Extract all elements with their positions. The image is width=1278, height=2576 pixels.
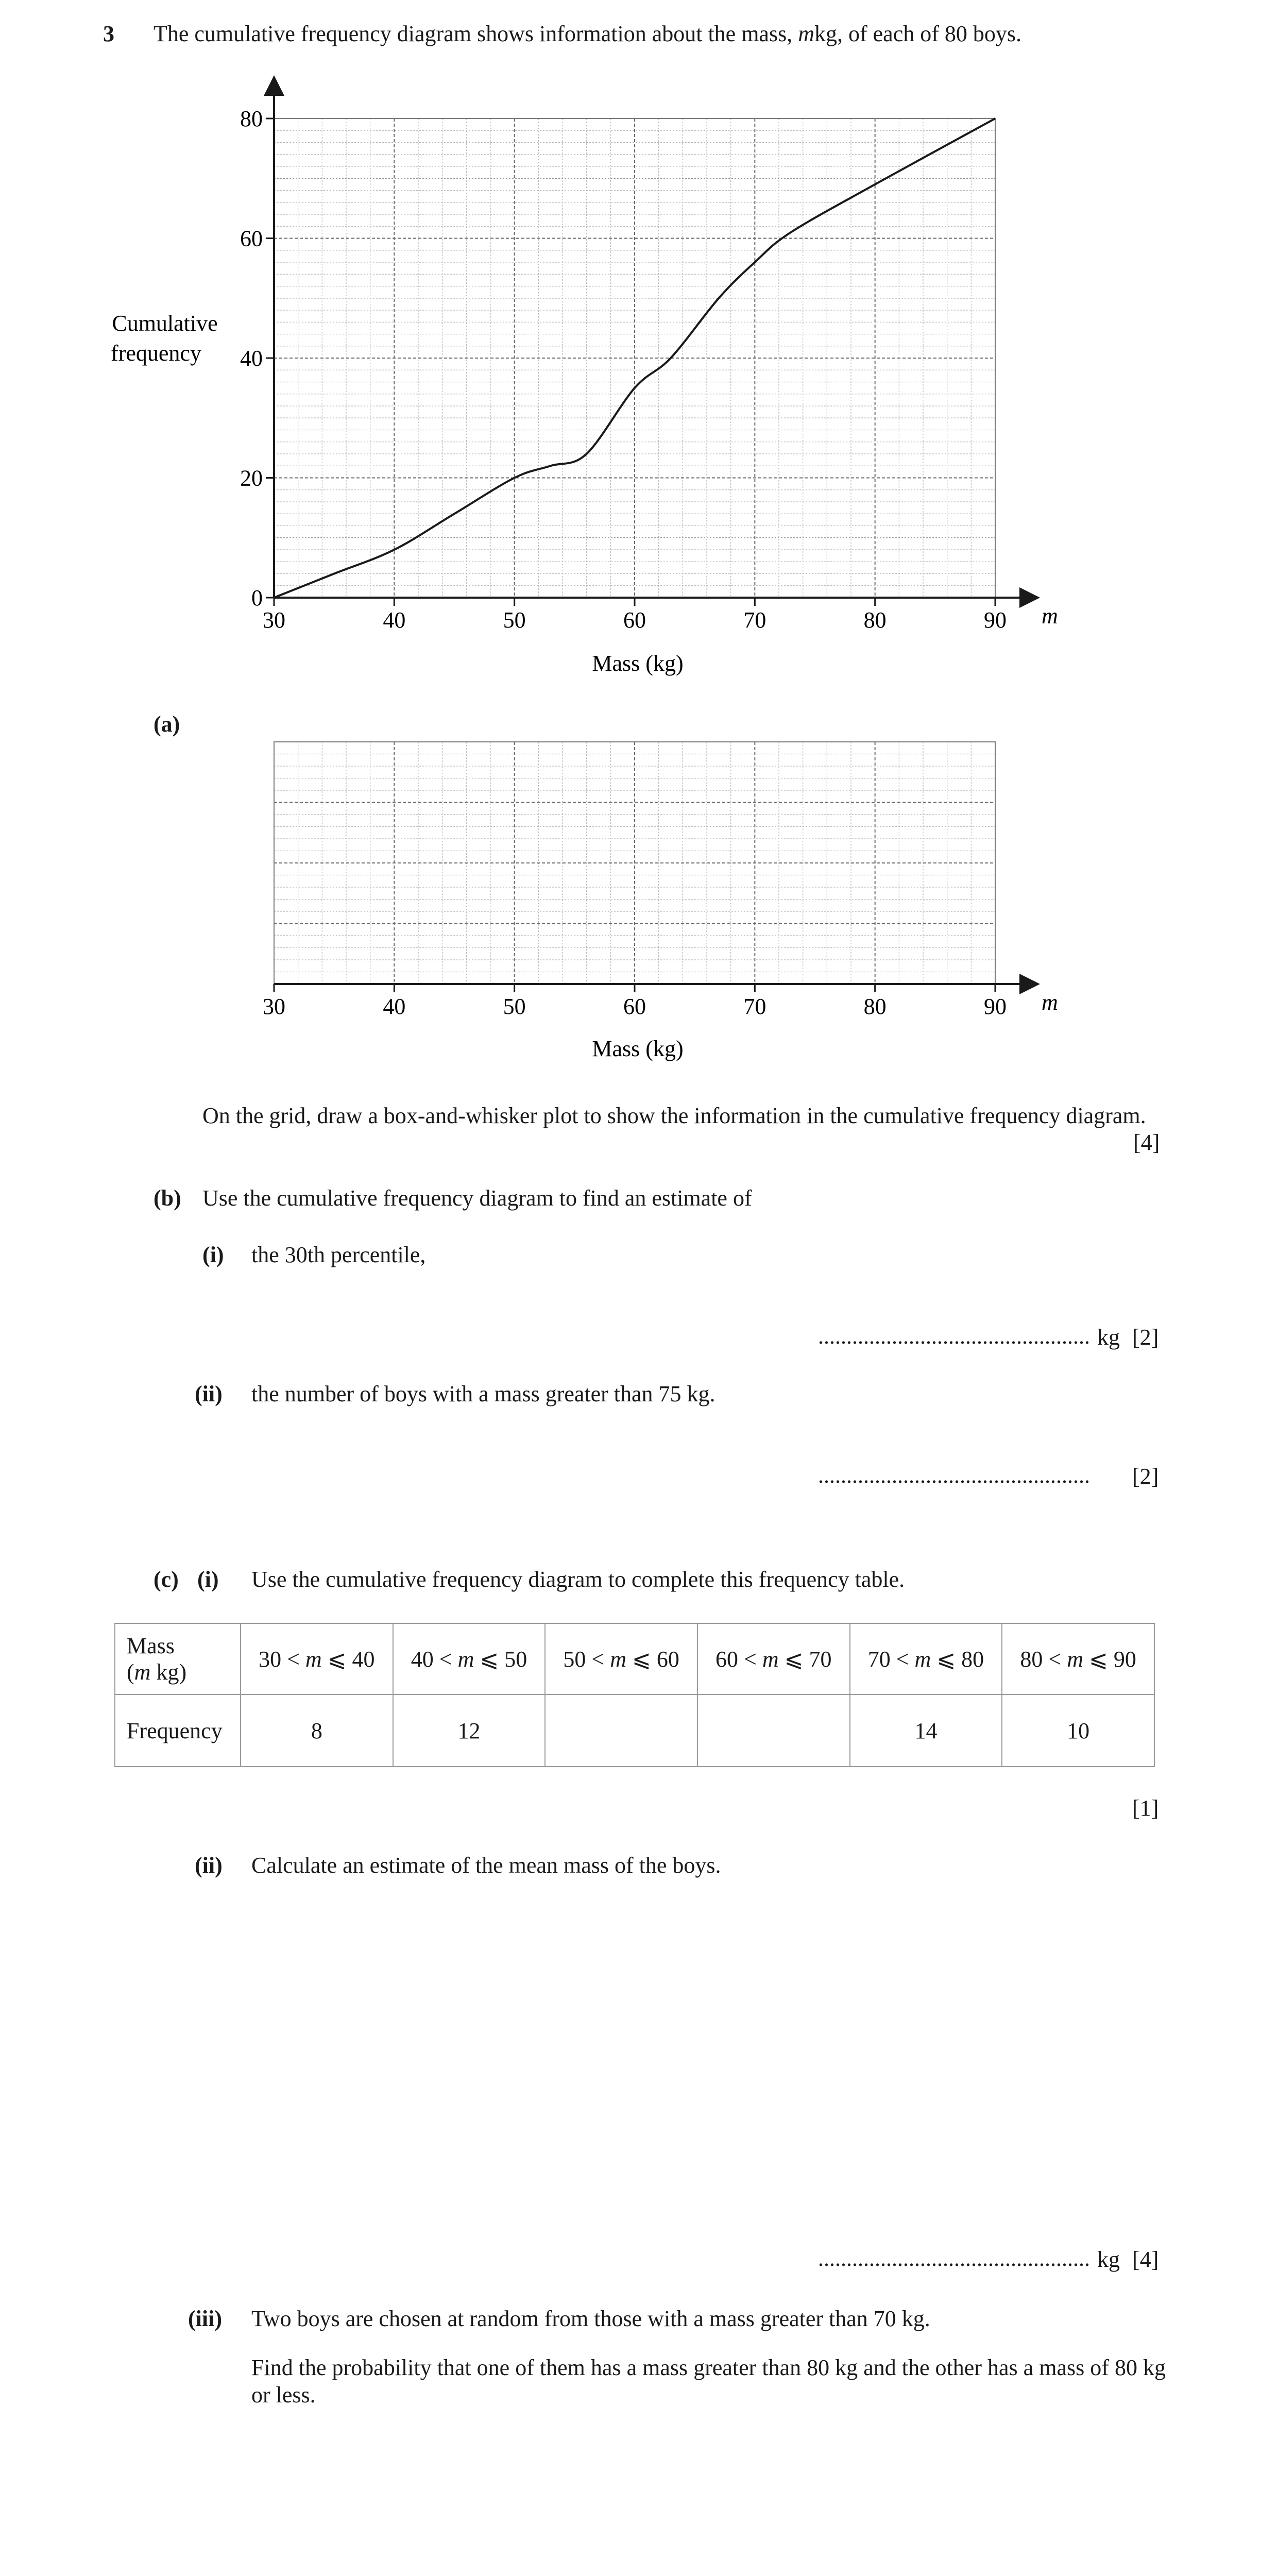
x-tick-label: 50 bbox=[503, 994, 526, 1019]
part-b-i-text: the 30th percentile, bbox=[251, 1242, 426, 1267]
y-tick-label: 60 bbox=[240, 226, 263, 251]
x-tick-label: 70 bbox=[743, 607, 766, 633]
answer-line-c-ii[interactable]: ................................................ bbox=[818, 2246, 1090, 2271]
x-tick-label: 30 bbox=[263, 994, 285, 1019]
part-c-ii-text: Calculate an estimate of the mean mass of the boys. bbox=[251, 1853, 721, 1878]
y-tick-label: 0 bbox=[251, 585, 263, 611]
part-b-i-unit: kg bbox=[1097, 1325, 1120, 1350]
part-a-label: (a) bbox=[154, 711, 180, 737]
part-c-ii-unit: kg bbox=[1097, 2247, 1120, 2272]
answer-line-b-ii[interactable]: ................................................ bbox=[818, 1463, 1090, 1488]
part-c-ii-label: (ii) bbox=[195, 1853, 223, 1878]
interval-cell: 50 < m ⩽ 60 bbox=[545, 1623, 697, 1694]
frequency-cell: 14 bbox=[850, 1694, 1002, 1767]
interval-cell: 40 < m ⩽ 50 bbox=[393, 1623, 546, 1694]
x-tick-label: 70 bbox=[743, 994, 766, 1019]
part-b-i-label: (i) bbox=[202, 1242, 224, 1267]
part-c-ii-marks: [4] bbox=[1132, 2247, 1159, 2272]
frequency-cell: 12 bbox=[393, 1694, 546, 1767]
question-intro: The cumulative frequency diagram shows information about the mass, mkg, of each of 80 boys. bbox=[154, 21, 1022, 46]
interval-cell: 80 < m ⩽ 90 bbox=[1002, 1623, 1154, 1694]
part-c-i-marks: [1] bbox=[1132, 1795, 1159, 1821]
table-row-mass bbox=[115, 1623, 1154, 1694]
x-axis-label: Mass (kg) bbox=[592, 651, 684, 676]
y-axis-label-line1: Cumulative bbox=[112, 311, 218, 336]
frequency-header: Frequency bbox=[115, 1694, 241, 1767]
frequency-cell-blank[interactable] bbox=[545, 1694, 697, 1767]
interval-cell: 70 < m ⩽ 80 bbox=[850, 1623, 1002, 1694]
part-c-label: (c) bbox=[154, 1567, 179, 1592]
frequency-cell: 10 bbox=[1002, 1694, 1154, 1767]
y-tick-label: 80 bbox=[240, 106, 263, 131]
x-tick-label: 90 bbox=[984, 994, 1007, 1019]
y-tick-label: 20 bbox=[240, 465, 263, 491]
box-x-axis-variable: m bbox=[1042, 990, 1058, 1015]
part-b-ii-marks: [2] bbox=[1132, 1464, 1159, 1489]
part-c-i-label: (i) bbox=[197, 1567, 219, 1592]
part-b-i-marks: [2] bbox=[1132, 1325, 1159, 1350]
x-axis-variable: m bbox=[1042, 603, 1058, 629]
x-tick-label: 80 bbox=[863, 994, 887, 1019]
interval-cell: 30 < m ⩽ 40 bbox=[241, 1623, 393, 1694]
answer-line-b-i[interactable]: ................................................ bbox=[818, 1324, 1090, 1349]
part-b-ii-label: (ii) bbox=[195, 1381, 223, 1406]
part-c-i-text: Use the cumulative frequency diagram to complete this frequency table. bbox=[251, 1567, 905, 1592]
part-c-iii-text1: Two boys are chosen at random from those with a mass greater than 70 kg. bbox=[251, 2306, 930, 2331]
x-tick-label: 80 bbox=[863, 607, 887, 633]
box-plot-grid bbox=[0, 721, 1278, 1072]
part-a-marks: [4] bbox=[1133, 1130, 1160, 1155]
frequency-cell-blank[interactable] bbox=[697, 1694, 850, 1767]
x-tick-label: 30 bbox=[263, 607, 285, 633]
x-tick-label: 50 bbox=[503, 607, 526, 633]
frequency-table bbox=[114, 1623, 1155, 1767]
interval-cell: 60 < m ⩽ 70 bbox=[697, 1623, 850, 1694]
x-tick-label: 60 bbox=[623, 607, 646, 633]
cumulative-frequency-chart bbox=[0, 0, 1278, 690]
x-tick-label: 60 bbox=[623, 994, 646, 1019]
part-b-intro: Use the cumulative frequency diagram to find an estimate of bbox=[202, 1185, 752, 1211]
x-tick-label: 90 bbox=[984, 607, 1007, 633]
frequency-cell: 8 bbox=[241, 1694, 393, 1767]
mass-header: Mass (m kg) bbox=[115, 1623, 241, 1694]
y-axis-label-line2: frequency bbox=[111, 341, 201, 366]
part-b-label: (b) bbox=[154, 1185, 181, 1211]
part-b-ii-text: the number of boys with a mass greater than 75 kg. bbox=[251, 1381, 715, 1406]
question-number: 3 bbox=[103, 21, 114, 46]
box-x-axis-label: Mass (kg) bbox=[592, 1036, 684, 1061]
part-c-iii-label: (iii) bbox=[188, 2306, 222, 2331]
table-row-frequency bbox=[115, 1694, 1154, 1767]
x-tick-label: 40 bbox=[383, 994, 406, 1019]
part-a-instruction: On the grid, draw a box-and-whisker plot to show the information in the cumulative frequency diagram. bbox=[202, 1103, 1146, 1128]
part-c-iii-text2: Find the probability that one of them has a mass greater than 80 kg and the other has a mass of 80 kg or less. bbox=[251, 2355, 1166, 2408]
y-tick-label: 40 bbox=[240, 346, 263, 371]
x-tick-label: 40 bbox=[383, 607, 406, 633]
